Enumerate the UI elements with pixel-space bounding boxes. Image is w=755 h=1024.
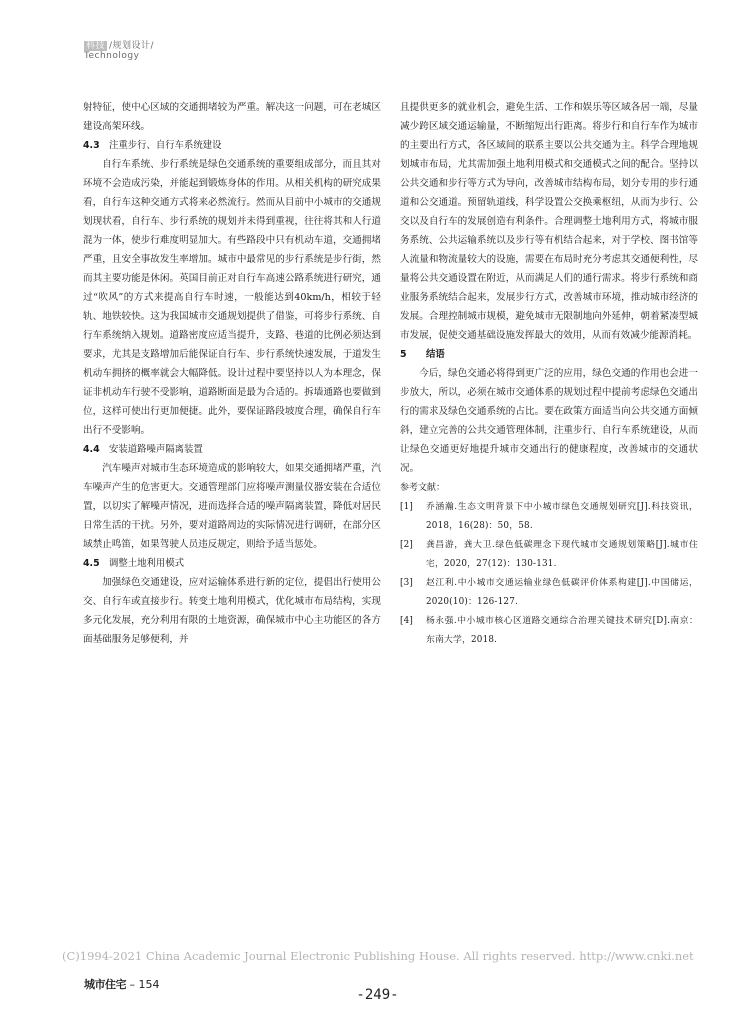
right-column xyxy=(400,98,698,650)
paragraph: 汽车噪声对城市生态环境造成的影响较大，如果交通拥堵严重，汽车噪声产生的危害更大。交通管理部门应将噪声测量仪器安装在合适位置，以切实了解噪声情况，进而选择合适的噪声隔离装置，降低对居民日常生活的干扰。另外，要对道路周边的实际情况进行调研，在部分区域禁止鸣笛，如果驾驶人员违反规定，则给予适当惩处。 xyxy=(83,463,381,550)
header-section-english: Technology xyxy=(84,51,140,61)
paragraph: 今后，绿色交通必将得到更广泛的应用，绿色交通的作用也会进一步放大，所以，必须在城市交通体系的规划过程中提前考虑绿色交通出行的需求及绿色交通系统的占比。要在政策方面适当向公共交通方面倾斜，建立完善的公共交通管理体制，注重步行、自行车系统建设，从而让绿色交通更好地提升城市交通出行的健康程度，改善城市的交通状况。 xyxy=(400,368,698,474)
reference-item xyxy=(400,574,698,612)
section-heading-4-3 xyxy=(83,136,381,155)
paragraph: 且提供更多的就业机会，避免生活、工作和娱乐等区域各居一端，尽量减少跨区域交通运输量，不断缩短出行距离。将步行和自行车作为城市的主要出行方式，各区域间的联系主要以公共交通为主。科学合理地规划城市布局，尤其需加强土地利用模式和交通模式之间的配合。坚持以公共交通和步行等方式为导向，改善城市结构布局，划分专用的步行通道和公交通道。预留轨道线，科学设置公交换乘枢纽，从而为步行、公交以及自行车的发展创造有利条件。合理调整土地利用方式，将城市服务系统、公共运输系统以及步行等有机结合起来，对于学校、图书馆等人流量和物流量较大的设施，需要在布局时充分考虑其交通便利性，尽量将公共交通设置在附近，从而满足人们的通行需求。将步行系统和商业服务系统结合起来，发展步行方式，改善城市环境，推动城市经济的发展。合理控制城市规模，避免城市无限制地向外延伸，朝着紧凑型城市发展，促使交通基础设施发挥最大的效用，从而有效减少能源消耗。 xyxy=(400,102,698,341)
reference-item xyxy=(400,612,698,650)
section-title: 调整土地利用模式 xyxy=(109,558,185,569)
copyright-watermark: (C)1994-2021 China Academic Journal Electronic Publishing House. All rights reserved. http://www.cnki.net xyxy=(62,949,694,963)
running-header xyxy=(84,38,154,61)
section-number: 5 xyxy=(400,349,407,360)
reference-text: 乔涵瀚.生态文明背景下中小城市绿色交通规划研究[J].科技资讯，2018，16(28)：50，58. xyxy=(426,502,698,531)
paragraph: 射特征，使中心区域的交通拥堵较为严重。解决这一问题，可在老城区建设高架环线。 xyxy=(83,102,381,132)
reference-index: [1] xyxy=(400,502,414,512)
reference-text: 赵江利.中小城市交通运输业绿色低碳评价体系构建[J].中国储运，2020(10)：126-127. xyxy=(426,578,698,607)
section-title: 结语 xyxy=(426,349,445,360)
section-number: 4.4 xyxy=(83,444,100,455)
section-heading-5 xyxy=(400,345,698,364)
global-page-number: -249- xyxy=(356,987,399,1003)
section-title: 注重步行、自行车系统建设 xyxy=(109,140,222,151)
reference-index: [3] xyxy=(400,578,414,588)
left-column xyxy=(83,98,381,649)
footer-dash: – xyxy=(129,978,139,991)
section-heading-4-4 xyxy=(83,440,381,459)
paragraph: 自行车系统、步行系统是绿色交通系统的重要组成部分，而且其对环境不会造成污染，并能起到锻炼身体的作用。从相关机构的研究成果看，自行车这种交通方式将来必然流行。然而从目前中小城市的交通规划现状看，自行车、步行系统的规划并未得到重视，往往将其和人行道混为一体，使步行难度明显加大。有些路段中只有机动车道，交通拥堵严重，且安全事故发生率增加。城市中最常见的步行系统是步行街，然而其主要功能是休闲。英国目前正对自行车高速公路系统进行研究，通过“吹风”的方式来提高自行车时速，一般能达到40km/h，相较于轻轨、地铁较快。这为我国城市交通规划提供了借鉴，可将步行系统、自行车系统纳入规划。道路密度应适当提升，支路、巷道的比例必须达到要求，尤其是支路增加后能保证自行车、步行系统快速发展，于道发生机动车拥挤的概率就会大幅降低。设计过程中要坚持以人为本理念，保证非机动车行驶不受影响，道路断面是最为合适的。拆墙通路也要做到位，这样可使出行更加便捷。此外，要保证路段坡度合理，确保自行车出行不受影响。 xyxy=(83,159,381,436)
section-heading-4-5 xyxy=(83,554,381,573)
local-page-number: 154 xyxy=(138,978,160,991)
references-title: 参考文献： xyxy=(400,483,446,493)
reference-index: [4] xyxy=(400,616,414,626)
reference-item xyxy=(400,498,698,536)
reference-index: [2] xyxy=(400,540,414,550)
reference-item xyxy=(400,536,698,574)
header-section-keyword: 科技 xyxy=(86,41,106,51)
section-number: 4.3 xyxy=(83,140,100,151)
paragraph: 加强绿色交通建设，应对运输体系进行新的定位，提倡出行使用公交、自行车或直接步行。转变土地利用模式，优化城市布局结构，实现多元化发展，充分利用有限的土地资源，确保城市中心主功能区的各方面基础服务足够便利，并 xyxy=(83,577,381,645)
section-title: 安装道路噪声隔离装置 xyxy=(109,444,203,455)
magazine-name: 城市住宅 xyxy=(84,978,126,991)
reference-text: 龚昌游，龚大卫.绿色低碳理念下现代城市交通规划策略[J].城市住宅，2020，27(12)：130-131. xyxy=(426,540,698,569)
header-section-path: /规划设计/ xyxy=(109,41,155,51)
section-number: 4.5 xyxy=(83,558,100,569)
reference-text: 杨永强.中小城市核心区道路交通综合治理关键技术研究[D].南京：东南大学，2018. xyxy=(426,616,698,645)
